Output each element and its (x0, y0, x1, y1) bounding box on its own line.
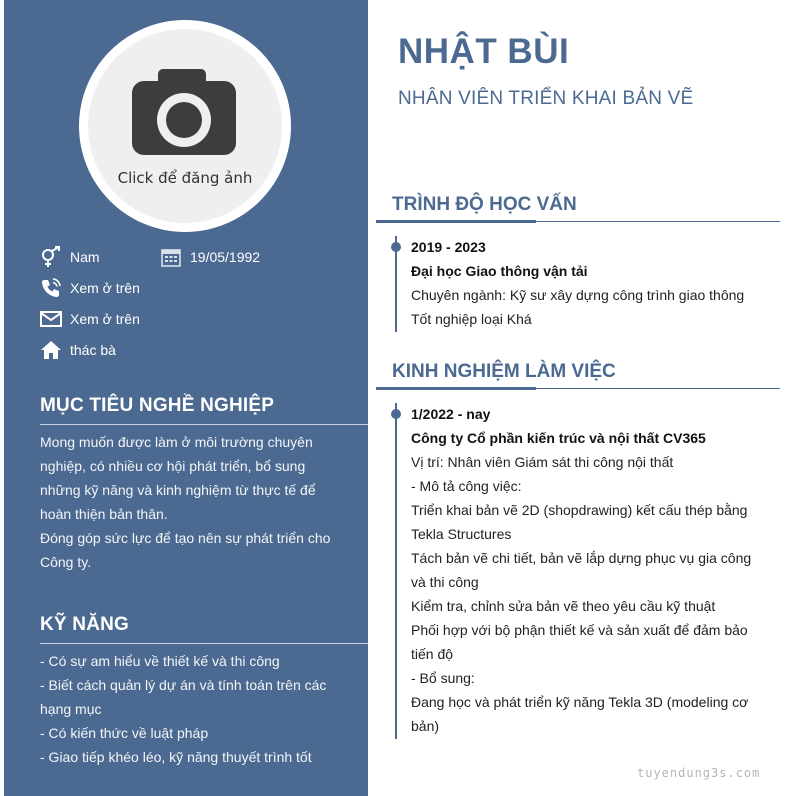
education-line: Chuyên ngành: Kỹ sư xây dựng công trình giao thông (411, 287, 745, 303)
experience-line: Đang học và phát triển kỹ năng Tekla 3D (modeling cơ (411, 694, 749, 710)
experience-line: bản) (411, 718, 440, 734)
experience-period: 1/2022 - nay (411, 406, 491, 422)
email-info (40, 308, 140, 330)
experience-line: Vị trí: Nhân viên Giám sát thi công nội thất (411, 454, 674, 470)
education-period: 2019 - 2023 (411, 239, 486, 255)
phone-value: Xem ở trên (70, 280, 140, 296)
experience-divider (376, 388, 780, 389)
objective-text (40, 430, 340, 574)
candidate-job-title: NHÂN VIÊN TRIỂN KHAI BẢN VẼ (398, 88, 694, 109)
avatar (79, 20, 291, 232)
camera-icon (128, 65, 240, 159)
address-value: thác bà (70, 342, 116, 358)
skills-list (40, 649, 350, 769)
phone-info (40, 277, 140, 299)
candidate-name: NHẬT BÙI (398, 32, 570, 71)
experience-line: Tekla Structures (411, 526, 512, 542)
education-timeline-dot (391, 242, 401, 252)
education-entry (411, 235, 781, 331)
experience-timeline-dot (391, 409, 401, 419)
objective-line: Công ty. (40, 554, 92, 570)
experience-timeline (395, 403, 397, 739)
watermark: tuyendung3s.com (637, 766, 761, 780)
experience-line: và thi công (411, 574, 479, 590)
avatar-upload-button[interactable] (88, 29, 282, 223)
skill-line: hạng mục (40, 701, 102, 717)
calendar-icon (160, 246, 182, 268)
phone-icon (40, 277, 62, 299)
birthday-value: 19/05/1992 (190, 249, 261, 265)
experience-line: Kiểm tra, chỉnh sửa bản vẽ theo yêu cầu kỹ thuật (411, 598, 716, 614)
gender-info (40, 246, 100, 268)
avatar-upload-label: Click để đăng ảnh (117, 169, 253, 187)
objective-divider (40, 424, 368, 425)
email-icon (40, 308, 62, 330)
experience-line: Phối hợp với bộ phận thiết kế và sản xuất để đảm bảo (411, 622, 748, 638)
home-icon (40, 339, 62, 361)
sidebar (4, 0, 368, 796)
experience-entry (411, 402, 781, 738)
skill-line: - Giao tiếp khéo léo, kỹ năng thuyết trình tốt (40, 749, 312, 765)
gender-value: Nam (70, 249, 100, 265)
gender-icon (40, 246, 62, 268)
experience-line: - Bổ sung: (411, 670, 475, 686)
birthday-info (160, 246, 260, 268)
objective-line: những kỹ năng và kinh nghiệm từ thực tế để (40, 482, 316, 498)
skill-line: - Có kiến thức về luật pháp (40, 725, 209, 741)
experience-line: Triển khai bản vẽ 2D (shopdrawing) kết cấu thép bằng (411, 502, 748, 518)
education-divider (376, 221, 780, 222)
objective-line: Mong muốn được làm ở môi trường chuyên (40, 434, 313, 450)
objective-line: hoàn thiện bản thân. (40, 506, 168, 522)
experience-line: Tách bản vẽ chi tiết, bản vẽ lắp dựng phục vụ gia công (411, 550, 752, 566)
skill-line: - Biết cách quản lý dự án và tính toán trên các (40, 677, 327, 693)
skills-divider (40, 643, 368, 644)
address-info (40, 339, 116, 361)
objective-line: nghiệp, có nhiều cơ hội phát triển, bổ sung (40, 458, 306, 474)
experience-line: - Mô tả công việc: (411, 478, 522, 494)
education-school: Đại học Giao thông vận tải (411, 263, 588, 279)
experience-line: tiến độ (411, 646, 454, 662)
objective-line: Đóng góp sức lực để tạo nên sự phát triển cho (40, 530, 331, 546)
experience-company: Công ty Cổ phần kiến trúc và nội thất CV365 (411, 430, 706, 446)
skill-line: - Có sự am hiểu về thiết kế và thi công (40, 653, 280, 669)
education-heading: TRÌNH ĐỘ HỌC VẤN (392, 194, 577, 215)
email-value: Xem ở trên (70, 311, 140, 327)
education-line: Tốt nghiệp loại Khá (411, 311, 532, 327)
skills-heading: KỸ NĂNG (40, 614, 130, 635)
objective-heading: MỤC TIÊU NGHỀ NGHIỆP (40, 395, 275, 416)
experience-heading: KINH NGHIỆM LÀM VIỆC (392, 361, 616, 382)
